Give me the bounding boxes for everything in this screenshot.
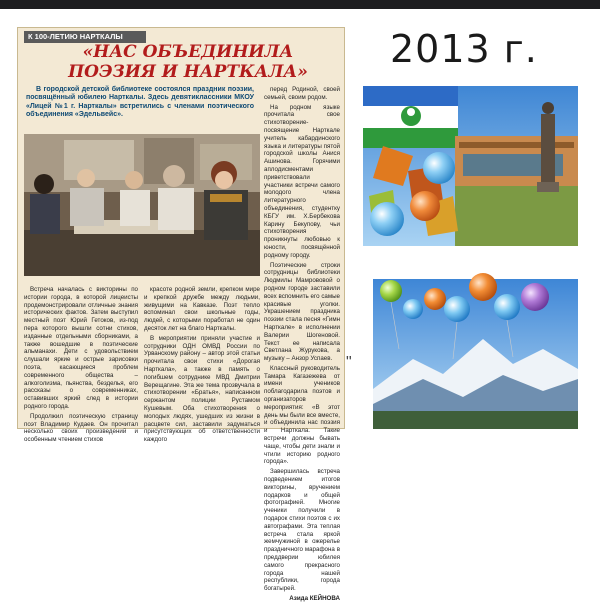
- year-label: 2013 г.: [390, 27, 538, 71]
- col3-para-2: На родном языке прочитала свое стихотворение-посвящение Нарткале учитель кабардинского языка и литературы пятой городской школы Анися Ашинова. Горячими аплодисментами приветствовали участники встречи самого молодого члена литературного объединения, студентку КБГУ им. Х.Бербекова Карину Бекупову, чьи стихотворения проникнуты любовью к юности, посвящённой родному городу.: [264, 103, 340, 259]
- collage-mountains-picture: [373, 279, 578, 429]
- col1-para-1: Встреча началась с викторины по истории города, в которой лицеисты продемонстрировали отличные знания исторических фактов. Затем выступил местный поэт Юрий Гетоков, из-под пера которого вышли сотни стихов, изданные отдельными сборниками, а также вошедшие в поэтические альманахи. Дети с удовольствием слушали яркие и острые зарисовки поэта, касающиеся проблем современного общества – алкоголизма, пьянства, безделья, его рассказы о современниках, оставивших яркий след в истории родного города.: [24, 286, 138, 410]
- lead-text: В городской детской библиотеке состоялся праздник поэзии, посвящённый юбилею Нарткалы. Здесь девятиклассники МКОУ «Лицей №1 г. Нарткалы» встретились с членами поэтического объединения «Эдельвейс».: [26, 86, 254, 118]
- newspaper-clipping: [17, 27, 345, 602]
- headline-line-2: ПОЭЗИЯ И НАРТКАЛА»: [68, 62, 308, 82]
- album-page: [0, 9, 600, 602]
- scan-top-strip: [0, 0, 600, 9]
- text-column-2: [144, 286, 260, 444]
- col2-para-1: красоте родной земли, крепком мире и крепкой дружбе между людьми, живущими на Кавказе. Поэт тепло вспоминал свои школьные годы, людей, с которыми поработал не один десяток лет на благо Нарткалы.: [144, 286, 260, 332]
- text-column-3: [264, 86, 341, 602]
- collage-monument-picture: [363, 86, 578, 246]
- text-column-1: [24, 286, 138, 444]
- col3-para-4: Классный руководитель Тамара Кагазежева от имени учеников поблагодарила поэтов и организаторов мероприятия: «В этот день мы были все вместе, и объединила нас поэзия и Нарткала. Такие встречи должны бывать чаще, чтобы дети знали и чтили историю родного города».: [264, 364, 341, 466]
- col3-para-3: Поэтические строки сотрудницы библиотеки Людмилы Мамрововой о родном городе заставили всех вспомнить его самые красивые уголки. Украшением праздника поэзии стала песня «Гимн Нарткале» в исполнении Валерии Шогеновой. Текст ее написала Светлана Журукова, а музыку – Анзор Успаев.: [264, 261, 340, 363]
- article-photo: [24, 134, 260, 276]
- article-headline: [38, 42, 338, 82]
- col2-para-2: В мероприятии приняли участие и сотрудники ОДН ОМВД России по Урванскому району – автор этой статьи прочитала свои стихи «Дорогая Нарткала», а также в память о погибшем сотруднике МВД Дмитрии Верещагине. Эта же тема прозвучала в стихотворении «Братья», написанном сержантом полиции Рустамом Кушевым. Оба стихотворения о молодых людях, ушедших из жизни в расцвете сил, заставили задуматься присутствующих об ответственности каждого: [144, 334, 260, 444]
- margin-mark: ": [346, 354, 352, 371]
- col3-para-1: перед Родиной, своей семьей, своим родом.: [264, 86, 340, 101]
- article-lead: [26, 86, 254, 119]
- headline-line-1: «НАС ОБЪЕДИНИЛА: [82, 42, 294, 62]
- rubric-label: К 100-ЛЕТИЮ НАРТКАЛЫ: [24, 31, 146, 43]
- col3-para-5: Завершилась встреча подведением итогов викторины, вручением подарков и общей фотографией. Многие ученики получили в подарок стихи поэтов с их автографами. Эта теплая встреча стала яркой жемчужиной в ожерелье праздничного марафона в преддверии юбилея самого прекрасного города нашей республики, города богатырей.: [264, 468, 340, 593]
- article-signature: Азида КЕЙНОВА: [289, 595, 340, 602]
- col1-para-2: Продолжил поэтическую страницу поэт Владимир Кудаев. Он прочитал несколько своих произведений и особенным чтением стихов: [24, 412, 138, 444]
